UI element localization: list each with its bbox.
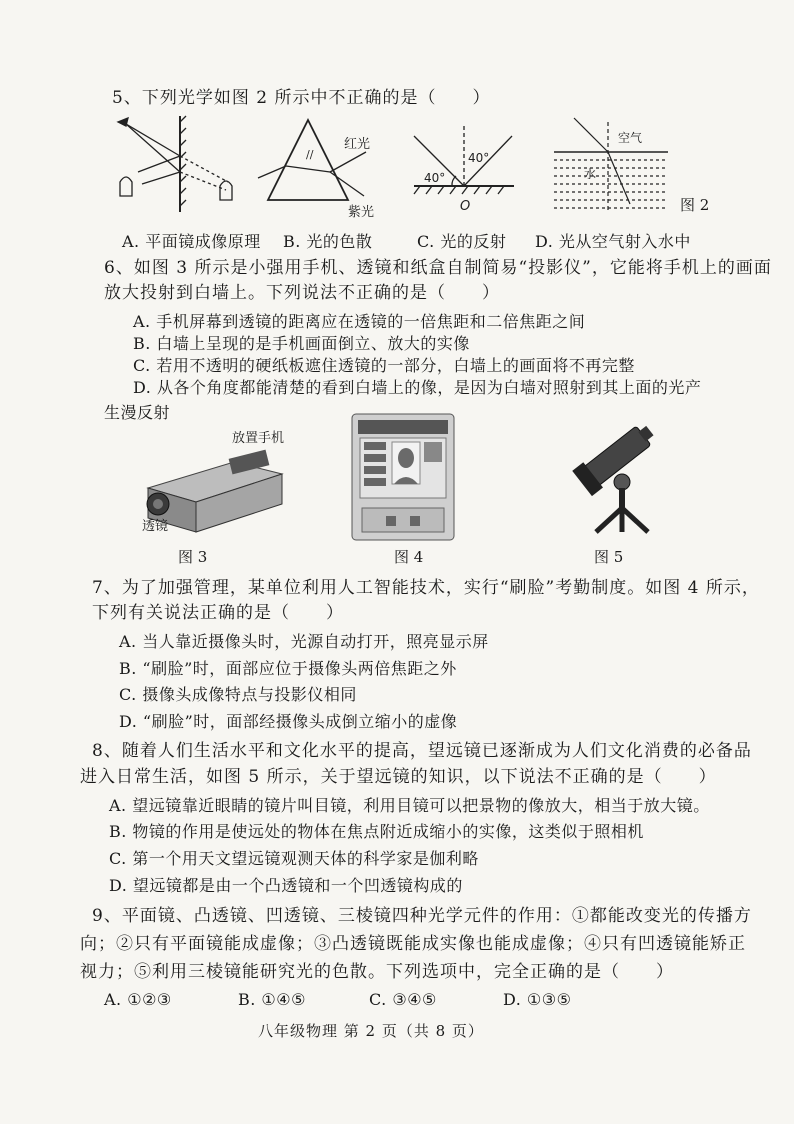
q8-stem-line-2: 进入日常生活，如图 5 所示，关于望远镜的知识，以下说法不正确的是（ ） [80, 767, 717, 787]
q5-option-d: D. 光从空气射入水中 [535, 232, 691, 251]
page-footer: 八年级物理 第 2 页（共 8 页） [258, 1022, 484, 1040]
q9-option-c: C. ③④⑤ [369, 990, 437, 1009]
angle-label-a: 40° [424, 171, 446, 185]
q6-stem-line-2: 放大投射到白墙上。下列说法不正确的是（ ） [104, 283, 500, 303]
q6-option-d-continued: 生漫反射 [104, 403, 171, 422]
red-light-label: 红光 [344, 137, 371, 152]
figure-3-caption: 图 3 [178, 548, 208, 566]
refraction-diagram [554, 118, 668, 212]
figure-2 [108, 112, 708, 222]
q6-option-c: C. 若用不透明的硬纸板遮住透镜的一部分，白墙上的画面将不再完整 [133, 356, 635, 375]
q5-option-c: C. 光的反射 [417, 232, 507, 251]
q9-stem-line-3: 视力；⑤利用三棱镜能研究光的色散。下列选项中，完全正确的是（ ） [80, 962, 674, 982]
fig3-phone-label: 放置手机 [232, 431, 285, 446]
figure-2-caption: 图 2 [680, 196, 710, 214]
figure-5-caption: 图 5 [594, 548, 624, 566]
q8-option-c: C. 第一个用天文望远镜观测天体的科学家是伽利略 [109, 849, 479, 868]
q7-option-b: B. “刷脸”时，面部应位于摄像头两倍焦距之外 [119, 659, 457, 678]
q5-option-a: A. 平面镜成像原理 [122, 232, 261, 251]
q8-option-a: A. 望远镜靠近眼睛的镜片叫目镜，利用目镜可以把景物的像放大，相当于放大镜。 [109, 796, 710, 815]
q9-stem-line-2: 向；②只有平面镜能成虚像；③凸透镜既能成实像也能成虚像；④只有凹透镜能矫正 [80, 934, 746, 954]
q9-option-d: D. ①③⑤ [503, 990, 572, 1009]
purple-light-label: 紫光 [348, 205, 375, 220]
point-o-label: O [460, 199, 471, 214]
figure-4-caption: 图 4 [394, 548, 424, 566]
q7-stem-line-2: 下列有关说法正确的是（ ） [92, 603, 344, 623]
q8-option-d: D. 望远镜都是由一个凸透镜和一个凹透镜构成的 [109, 876, 463, 895]
angle-label-b: 40° [468, 151, 490, 165]
q8-option-b: B. 物镜的作用是使远处的物体在焦点附近成缩小的实像，这类似于照相机 [109, 822, 644, 841]
figure-4-face-terminal-image [348, 412, 458, 542]
prism-diagram [258, 120, 366, 200]
svg-text://: // [306, 148, 314, 161]
q8-stem-line-1: 8、随着人们生活水平和文化水平的提高，望远镜已逐渐成为人们文化消费的必备品 [92, 741, 752, 761]
air-label: 空气 [618, 131, 643, 145]
q9-stem-line-1: 9、平面镜、凸透镜、凹透镜、三棱镜四种光学元件的作用：①都能改变光的传播方 [92, 906, 752, 926]
q9-option-b: B. ①④⑤ [238, 990, 306, 1009]
q6-option-d: D. 从各个角度都能清楚的看到白墙上的像，是因为白墙对照射到其上面的光产 [133, 378, 702, 397]
q5-stem: 5、下列光学如图 2 所示中不正确的是（ ） [112, 88, 491, 108]
water-label: 水 [584, 167, 597, 181]
q7-option-d: D. “刷脸”时，面部经摄像头成倒立缩小的虚像 [119, 712, 458, 731]
q9-option-a: A. ①②③ [104, 990, 172, 1009]
q5-option-b: B. 光的色散 [283, 232, 373, 251]
q7-option-a: A. 当人靠近摄像头时，光源自动打开，照亮显示屏 [119, 632, 489, 651]
q7-option-c: C. 摄像头成像特点与投影仪相同 [119, 685, 357, 704]
q6-option-a: A. 手机屏幕到透镜的距离应在透镜的一倍焦距和二倍焦距之间 [133, 312, 586, 331]
figure-5-telescope-image [560, 418, 670, 536]
q7-stem-line-1: 7、为了加强管理，某单位利用人工智能技术，实行“刷脸”考勤制度。如图 4 所示， [92, 578, 760, 598]
q6-stem-line-1: 6、如图 3 所示是小强用手机、透镜和纸盒自制简易“投影仪”，它能将手机上的画面 [104, 258, 772, 278]
q6-option-b: B. 白墙上呈现的是手机画面倒立、放大的实像 [133, 334, 470, 353]
plane-mirror-diagram [118, 116, 232, 212]
fig3-lens-label: 透镜 [142, 519, 169, 534]
